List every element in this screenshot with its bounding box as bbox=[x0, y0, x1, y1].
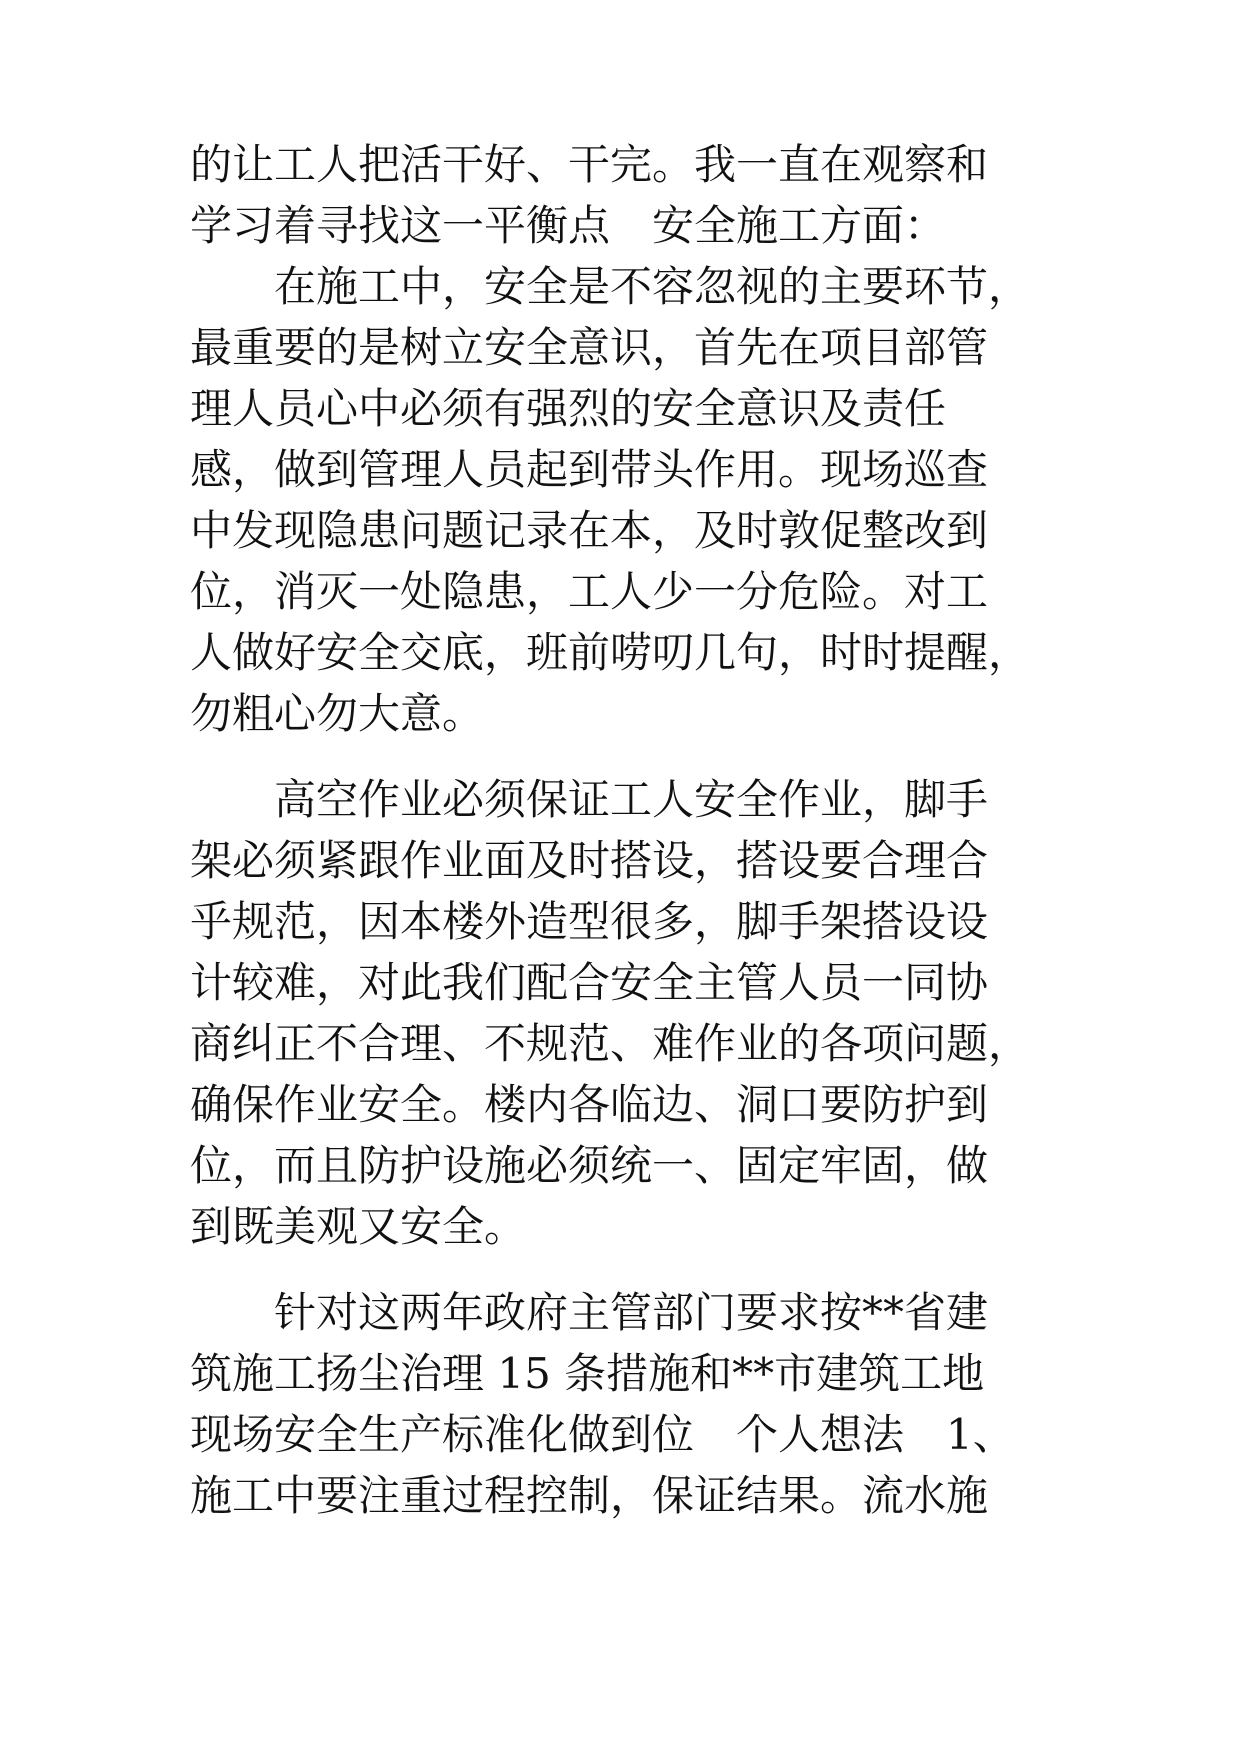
text-line: 人做好安全交底，班前唠叨几句，时时提醒， bbox=[190, 628, 1031, 677]
text-line: 现场安全生产标准化做到位 个人想法 1、 bbox=[190, 1410, 1015, 1459]
text-line: 理人员心中必须有强烈的安全意识及责任 bbox=[190, 384, 947, 433]
text-line: 感，做到管理人员起到带头作用。现场巡查 bbox=[190, 445, 989, 494]
text-line: 乎规范，因本楼外造型很多，脚手架搭设设 bbox=[190, 897, 989, 946]
text-line: 计较难，对此我们配合安全主管人员一同协 bbox=[190, 958, 989, 1007]
text-line: 的让工人把活干好、干完。我一直在观察和 bbox=[190, 140, 989, 189]
text-line: 高空作业必须保证工人安全作业，脚手 bbox=[190, 775, 989, 824]
text-line: 位，消灭一处隐患，工人少一分危险。对工 bbox=[190, 567, 989, 616]
text-line: 商纠正不合理、不规范、难作业的各项问题， bbox=[190, 1019, 1031, 1068]
text-line: 筑施工扬尘治理 15 条措施和**市建筑工地 bbox=[190, 1349, 985, 1398]
text-line: 确保作业安全。楼内各临边、洞口要防护到 bbox=[190, 1080, 989, 1129]
text-line: 施工中要注重过程控制，保证结果。流水施 bbox=[190, 1471, 989, 1520]
text-line: 最重要的是树立安全意识，首先在项目部管 bbox=[190, 323, 989, 372]
text-line: 架必须紧跟作业面及时搭设，搭设要合理合 bbox=[190, 836, 989, 885]
text-line: 针对这两年政府主管部门要求按**省建 bbox=[190, 1288, 989, 1337]
text-line: 勿粗心勿大意。 bbox=[190, 689, 485, 738]
text-line: 到既美观又安全。 bbox=[190, 1202, 527, 1251]
text-line: 位，而且防护设施必须统一、固定牢固，做 bbox=[190, 1141, 989, 1190]
text-line: 中发现隐患问题记录在本，及时敦促整改到 bbox=[190, 506, 989, 555]
text-line: 学习着寻找这一平衡点 安全施工方面： bbox=[190, 201, 947, 250]
text-line: 在施工中，安全是不容忽视的主要环节， bbox=[190, 262, 1031, 311]
